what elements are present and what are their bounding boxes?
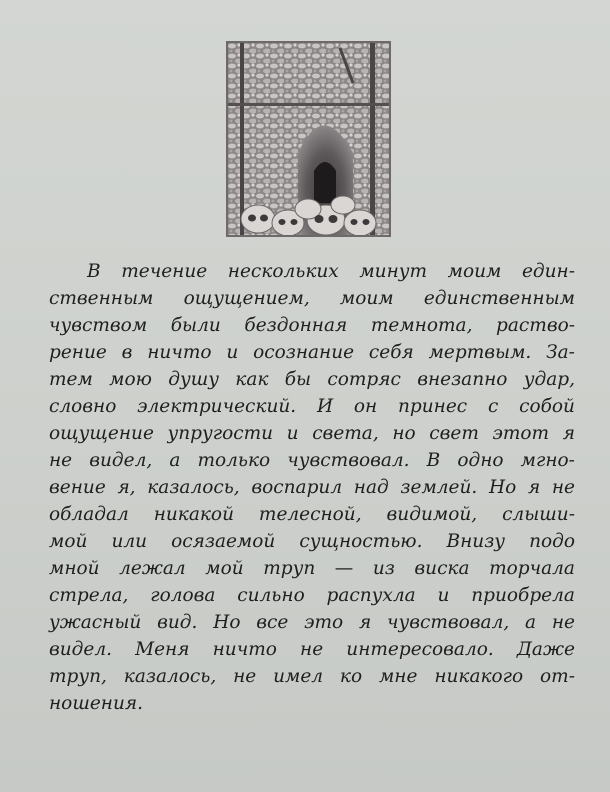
paragraph-word: он (353, 396, 378, 417)
paragraph-word: — (334, 558, 354, 579)
paragraph-word: удар, (523, 369, 575, 390)
paragraph-word: торчала (489, 558, 575, 579)
paragraph-word: Меня (135, 639, 190, 660)
paragraph-word: вение (49, 477, 106, 498)
paragraph-word: не (551, 612, 575, 633)
paragraph-word: раство- (496, 315, 575, 336)
paragraph-word: рение (49, 342, 107, 363)
paragraph-word: лежал (119, 558, 186, 579)
paragraph-word: темнота, (370, 315, 473, 336)
paragraph-word: мертвым. (428, 342, 532, 363)
paragraph-word: а (525, 612, 537, 633)
paragraph-word: не (551, 477, 575, 498)
paragraph-line (49, 393, 575, 420)
paragraph-word: труп (263, 558, 316, 579)
paragraph-word: мной (49, 558, 100, 579)
paragraph-word: чувствовал. (287, 450, 410, 471)
paragraph-word: вид. (157, 612, 198, 633)
paragraph-word: мой (49, 531, 88, 552)
paragraph-word: или (111, 531, 148, 552)
ossuary-skulls-icon (228, 43, 389, 235)
paragraph-word: И (316, 396, 334, 417)
paragraph-word: себя (368, 342, 414, 363)
paragraph-word: все (256, 612, 289, 633)
paragraph-word: света, (312, 423, 379, 444)
paragraph-word: един- (521, 261, 575, 282)
paragraph-word: Но (213, 612, 241, 633)
paragraph-word: как (235, 369, 269, 390)
paragraph-line (49, 528, 575, 555)
paragraph-word: я (527, 477, 541, 498)
paragraph-word: бы (284, 369, 312, 390)
paragraph-word: и (286, 423, 299, 444)
paragraph-word: одно (457, 450, 504, 471)
paragraph-word: ственным (49, 288, 154, 309)
paragraph-word: с (487, 396, 499, 417)
paragraph-word: видимой, (386, 504, 478, 525)
paragraph-word: я (358, 612, 372, 633)
paragraph-word: единственным (423, 288, 575, 309)
paragraph-word: из (372, 558, 395, 579)
paragraph-word: над (353, 477, 389, 498)
paragraph-word: не (233, 666, 257, 687)
paragraph-word: никакой (153, 504, 234, 525)
paragraph-word: нескольких (227, 261, 339, 282)
paragraph-word: В (87, 261, 101, 282)
paragraph-word: стрела, (49, 585, 129, 606)
paragraph-word: имел (273, 666, 324, 687)
paragraph-word: осознание (253, 342, 355, 363)
paragraph-line (49, 555, 575, 582)
paragraph-word: телесной, (258, 504, 362, 525)
paragraph-line-last (49, 690, 575, 717)
paragraph-word: интересовало. (346, 639, 494, 660)
paragraph-line (49, 474, 575, 501)
paragraph-line (49, 366, 575, 393)
paragraph-word: принес (397, 396, 468, 417)
paragraph-word: приобрела (471, 585, 575, 606)
paragraph-word: ощущением, (183, 288, 310, 309)
paragraph-line (49, 447, 575, 474)
paragraph-word: душу (168, 369, 219, 390)
paragraph-word: труп, (49, 666, 107, 687)
paragraph-word: не (49, 450, 73, 471)
paragraph-word: распухла (326, 585, 416, 606)
paragraph-word: только (197, 450, 271, 471)
paragraph-word: бездонная (244, 315, 348, 336)
paragraph-word: слыши- (502, 504, 575, 525)
paragraph-word: Но (488, 477, 517, 498)
paragraph-word: сильно (237, 585, 305, 606)
paragraph-line (49, 609, 575, 636)
paragraph-word: тем (49, 369, 93, 390)
paragraph-word: ощущение (49, 423, 154, 444)
paragraph-word: За- (546, 342, 575, 363)
paragraph-word: голова (150, 585, 216, 606)
paragraph-word: упругости (167, 423, 274, 444)
paragraph-word: я (562, 423, 575, 444)
paragraph-word: чувствовал, (386, 612, 510, 633)
paragraph-line (49, 285, 575, 312)
paragraph-word: моим (339, 288, 394, 309)
paragraph-word: подо (529, 531, 575, 552)
paragraph-word: казалось, (123, 666, 217, 687)
paragraph-word: ко (339, 666, 363, 687)
paragraph-word: я, (117, 477, 136, 498)
paragraph-word: обладал (49, 504, 129, 525)
paragraph-word: течение (121, 261, 208, 282)
paragraph-word: видел, (89, 450, 153, 471)
paragraph-word: мой (205, 558, 244, 579)
paragraph-word: моим (447, 261, 502, 282)
paragraph-word: не (300, 639, 324, 660)
paragraph-word: ничто (147, 342, 212, 363)
paragraph-word: а (169, 450, 181, 471)
paragraph-word: этот (492, 423, 550, 444)
paragraph-word: но (392, 423, 416, 444)
paragraph-word: В (426, 450, 441, 471)
paragraph-line (49, 258, 575, 285)
paragraph-word: никакого (434, 666, 524, 687)
paragraph-word: видел. (49, 639, 113, 660)
ossuary-skulls-illustration (226, 41, 391, 237)
paragraph (49, 258, 575, 717)
paragraph-word: сотряс (327, 369, 401, 390)
paragraph-word: казалось, (147, 477, 240, 498)
paragraph-word: от- (540, 666, 575, 687)
paragraph-word: свет (429, 423, 479, 444)
paragraph-word: собой (519, 396, 575, 417)
paragraph-word: мгно- (520, 450, 575, 471)
paragraph-line (49, 312, 575, 339)
paragraph-word: виска (414, 558, 470, 579)
paragraph-word: словно (49, 396, 117, 417)
paragraph-line (49, 636, 575, 663)
paragraph-line (49, 420, 575, 447)
paragraph-word: сущностью. (299, 531, 423, 552)
paragraph-word: в (121, 342, 133, 363)
paragraph-word: электрический. (137, 396, 297, 417)
paragraph-line (49, 582, 575, 609)
paragraph-word: мне (378, 666, 418, 687)
paragraph-word: ужасный (49, 612, 142, 633)
paragraph-line-text: ношения. (49, 693, 144, 714)
paragraph-word: внезапно (417, 369, 508, 390)
paragraph-word: мою (109, 369, 152, 390)
paragraph-word: и (226, 342, 239, 363)
paragraph-word: и (437, 585, 450, 606)
paragraph-word: Даже (516, 639, 575, 660)
paragraph-word: были (170, 315, 221, 336)
paragraph-word: это (304, 612, 344, 633)
paragraph-line (49, 501, 575, 528)
paragraph-word: воспарил (251, 477, 343, 498)
paragraph-word: ничто (212, 639, 277, 660)
paragraph-word: минут (359, 261, 428, 282)
paragraph-word: Внизу (446, 531, 506, 552)
paragraph-line (49, 663, 575, 690)
paragraph-line (49, 339, 575, 366)
paragraph-word: землей. (400, 477, 478, 498)
paragraph-word: осязаемой (171, 531, 276, 552)
paragraph-word: чувством (49, 315, 148, 336)
